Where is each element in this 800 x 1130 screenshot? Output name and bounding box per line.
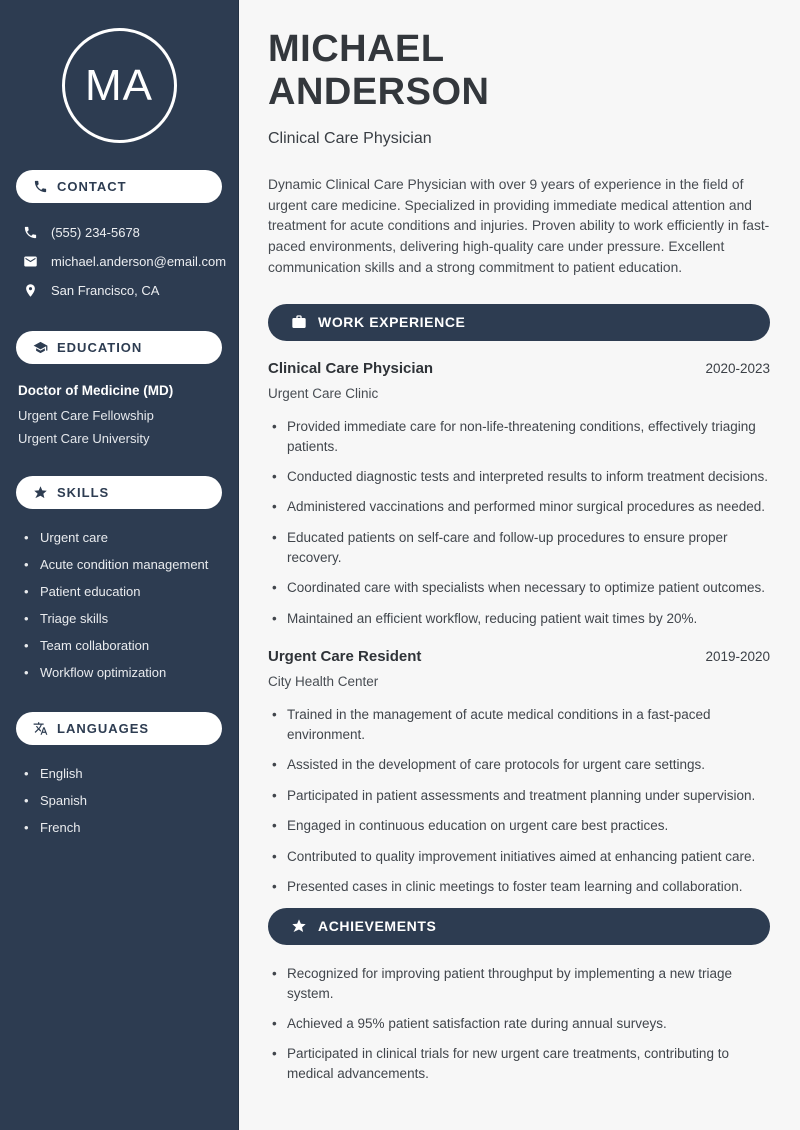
education-school: Urgent Care University [18, 431, 150, 446]
skill-item: • Workflow optimization [16, 659, 222, 686]
education-section [16, 331, 222, 450]
job-header [268, 360, 770, 377]
job-bullet: • Contributed to quality improvement initiatives aimed at enhancing patient care. [268, 847, 770, 867]
job-company: Urgent Care Clinic [268, 385, 379, 401]
avatar-wrap [16, 28, 222, 143]
email-icon [23, 254, 38, 269]
skills-list [16, 524, 222, 686]
language-item: • English [16, 760, 222, 787]
contact-phone-row [16, 218, 222, 247]
achievement-bullet: • Recognized for improving patient throughput by implementing a new triage system. [268, 964, 770, 1004]
achievements-section-header [268, 908, 770, 945]
translate-icon [33, 721, 48, 736]
skills-section-label: SKILLS [57, 485, 110, 500]
language-item: • French [16, 814, 222, 841]
languages-section-label: LANGUAGES [57, 721, 150, 736]
job-entry [268, 648, 770, 897]
job-title: Urgent Care Resident [268, 647, 422, 665]
skill-item: • Acute condition management [16, 551, 222, 578]
phone-icon [23, 225, 38, 240]
education-section-header [16, 331, 222, 364]
job-bullet-list [268, 705, 770, 897]
briefcase-icon [291, 314, 307, 330]
job-bullet: • Conducted diagnostic tests and interpreted results to inform treatment decisions. [268, 467, 770, 487]
summary-paragraph: Dynamic Clinical Care Physician with over 9 years of experience in the field of urgent care medicine. Specialized in providing immediate medical attention and treatment for acute conditions and injuries. Proven ability to work efficiently in fast-paced environments, delivering high-quality care under pressure. Excellent communication skills and a strong commitment to patient education. [268, 177, 770, 275]
languages-section-header [16, 712, 222, 745]
job-dates: 2019-2020 [705, 648, 770, 664]
contact-section-header [16, 170, 222, 203]
work-experience-section-header [268, 304, 770, 341]
contact-section-label: CONTACT [57, 179, 127, 194]
skill-item: • Patient education [16, 578, 222, 605]
page-title [268, 28, 770, 113]
job-dates: 2020-2023 [705, 360, 770, 376]
skills-section-header [16, 476, 222, 509]
job-title: Clinical Care Physician [268, 359, 434, 377]
phone-icon [33, 179, 48, 194]
achievements-label: ACHIEVEMENTS [318, 918, 437, 935]
job-bullet: • Administered vaccinations and performed minor surgical procedures as needed. [268, 497, 770, 517]
contact-section [16, 170, 227, 305]
contact-location-value: San Francisco, CA [51, 283, 160, 298]
job-bullet: • Educated patients on self-care and follow-up procedures to ensure proper recovery. [268, 528, 770, 568]
education-section-label: EDUCATION [57, 340, 143, 355]
job-bullet-list [268, 417, 770, 629]
job-bullet: • Presented cases in clinic meetings to foster team learning and collaboration. [268, 877, 770, 897]
languages-list [16, 760, 222, 841]
achievements-list [268, 964, 770, 1085]
job-entry [268, 360, 770, 629]
languages-section [16, 712, 222, 841]
skill-item: • Triage skills [16, 605, 222, 632]
job-bullet: • Assisted in the development of care protocols for urgent care settings. [268, 755, 770, 775]
skills-section [16, 476, 222, 686]
name-line-2: ANDERSON [268, 70, 490, 113]
job-bullet: • Engaged in continuous education on urgent care best practices. [268, 816, 770, 836]
location-icon [23, 283, 38, 298]
graduation-cap-icon [33, 340, 48, 355]
job-company: City Health Center [268, 673, 379, 689]
contact-email-value: michael.anderson@email.com [51, 254, 227, 269]
education-program: Urgent Care Fellowship [18, 408, 154, 423]
job-bullet: • Participated in patient assessments and treatment planning under supervision. [268, 786, 770, 806]
main-content [239, 0, 800, 1130]
achievement-bullet: • Achieved a 95% patient satisfaction rate during annual surveys. [268, 1014, 770, 1034]
name-line-1: MICHAEL [268, 28, 445, 70]
star-icon [291, 918, 307, 934]
job-bullet: • Coordinated care with specialists when necessary to optimize patient outcomes. [268, 578, 770, 598]
job-bullet: • Maintained an efficient workflow, reducing patient wait times by 20%. [268, 609, 770, 629]
achievement-bullet: • Participated in clinical trials for new urgent care treatments, contributing to medical advancements. [268, 1044, 770, 1084]
sidebar [0, 0, 239, 1130]
avatar-initials: MA [85, 60, 153, 110]
professional-title: Clinical Care Physician [268, 130, 432, 148]
language-item: • Spanish [16, 787, 222, 814]
contact-location-row [16, 276, 222, 305]
star-icon [33, 485, 48, 500]
avatar [62, 28, 177, 143]
skill-item: • Team collaboration [16, 632, 222, 659]
job-header [268, 648, 770, 665]
education-degree: Doctor of Medicine (MD) [18, 383, 174, 398]
work-experience-label: WORK EXPERIENCE [318, 314, 466, 331]
contact-email-row [16, 247, 227, 276]
job-bullet: • Provided immediate care for non-life-threatening conditions, effectively triaging patients. [268, 417, 770, 457]
contact-phone-value: (555) 234-5678 [51, 225, 140, 240]
job-bullet: • Trained in the management of acute medical conditions in a fast-paced environment. [268, 705, 770, 745]
skill-item: • Urgent care [16, 524, 222, 551]
